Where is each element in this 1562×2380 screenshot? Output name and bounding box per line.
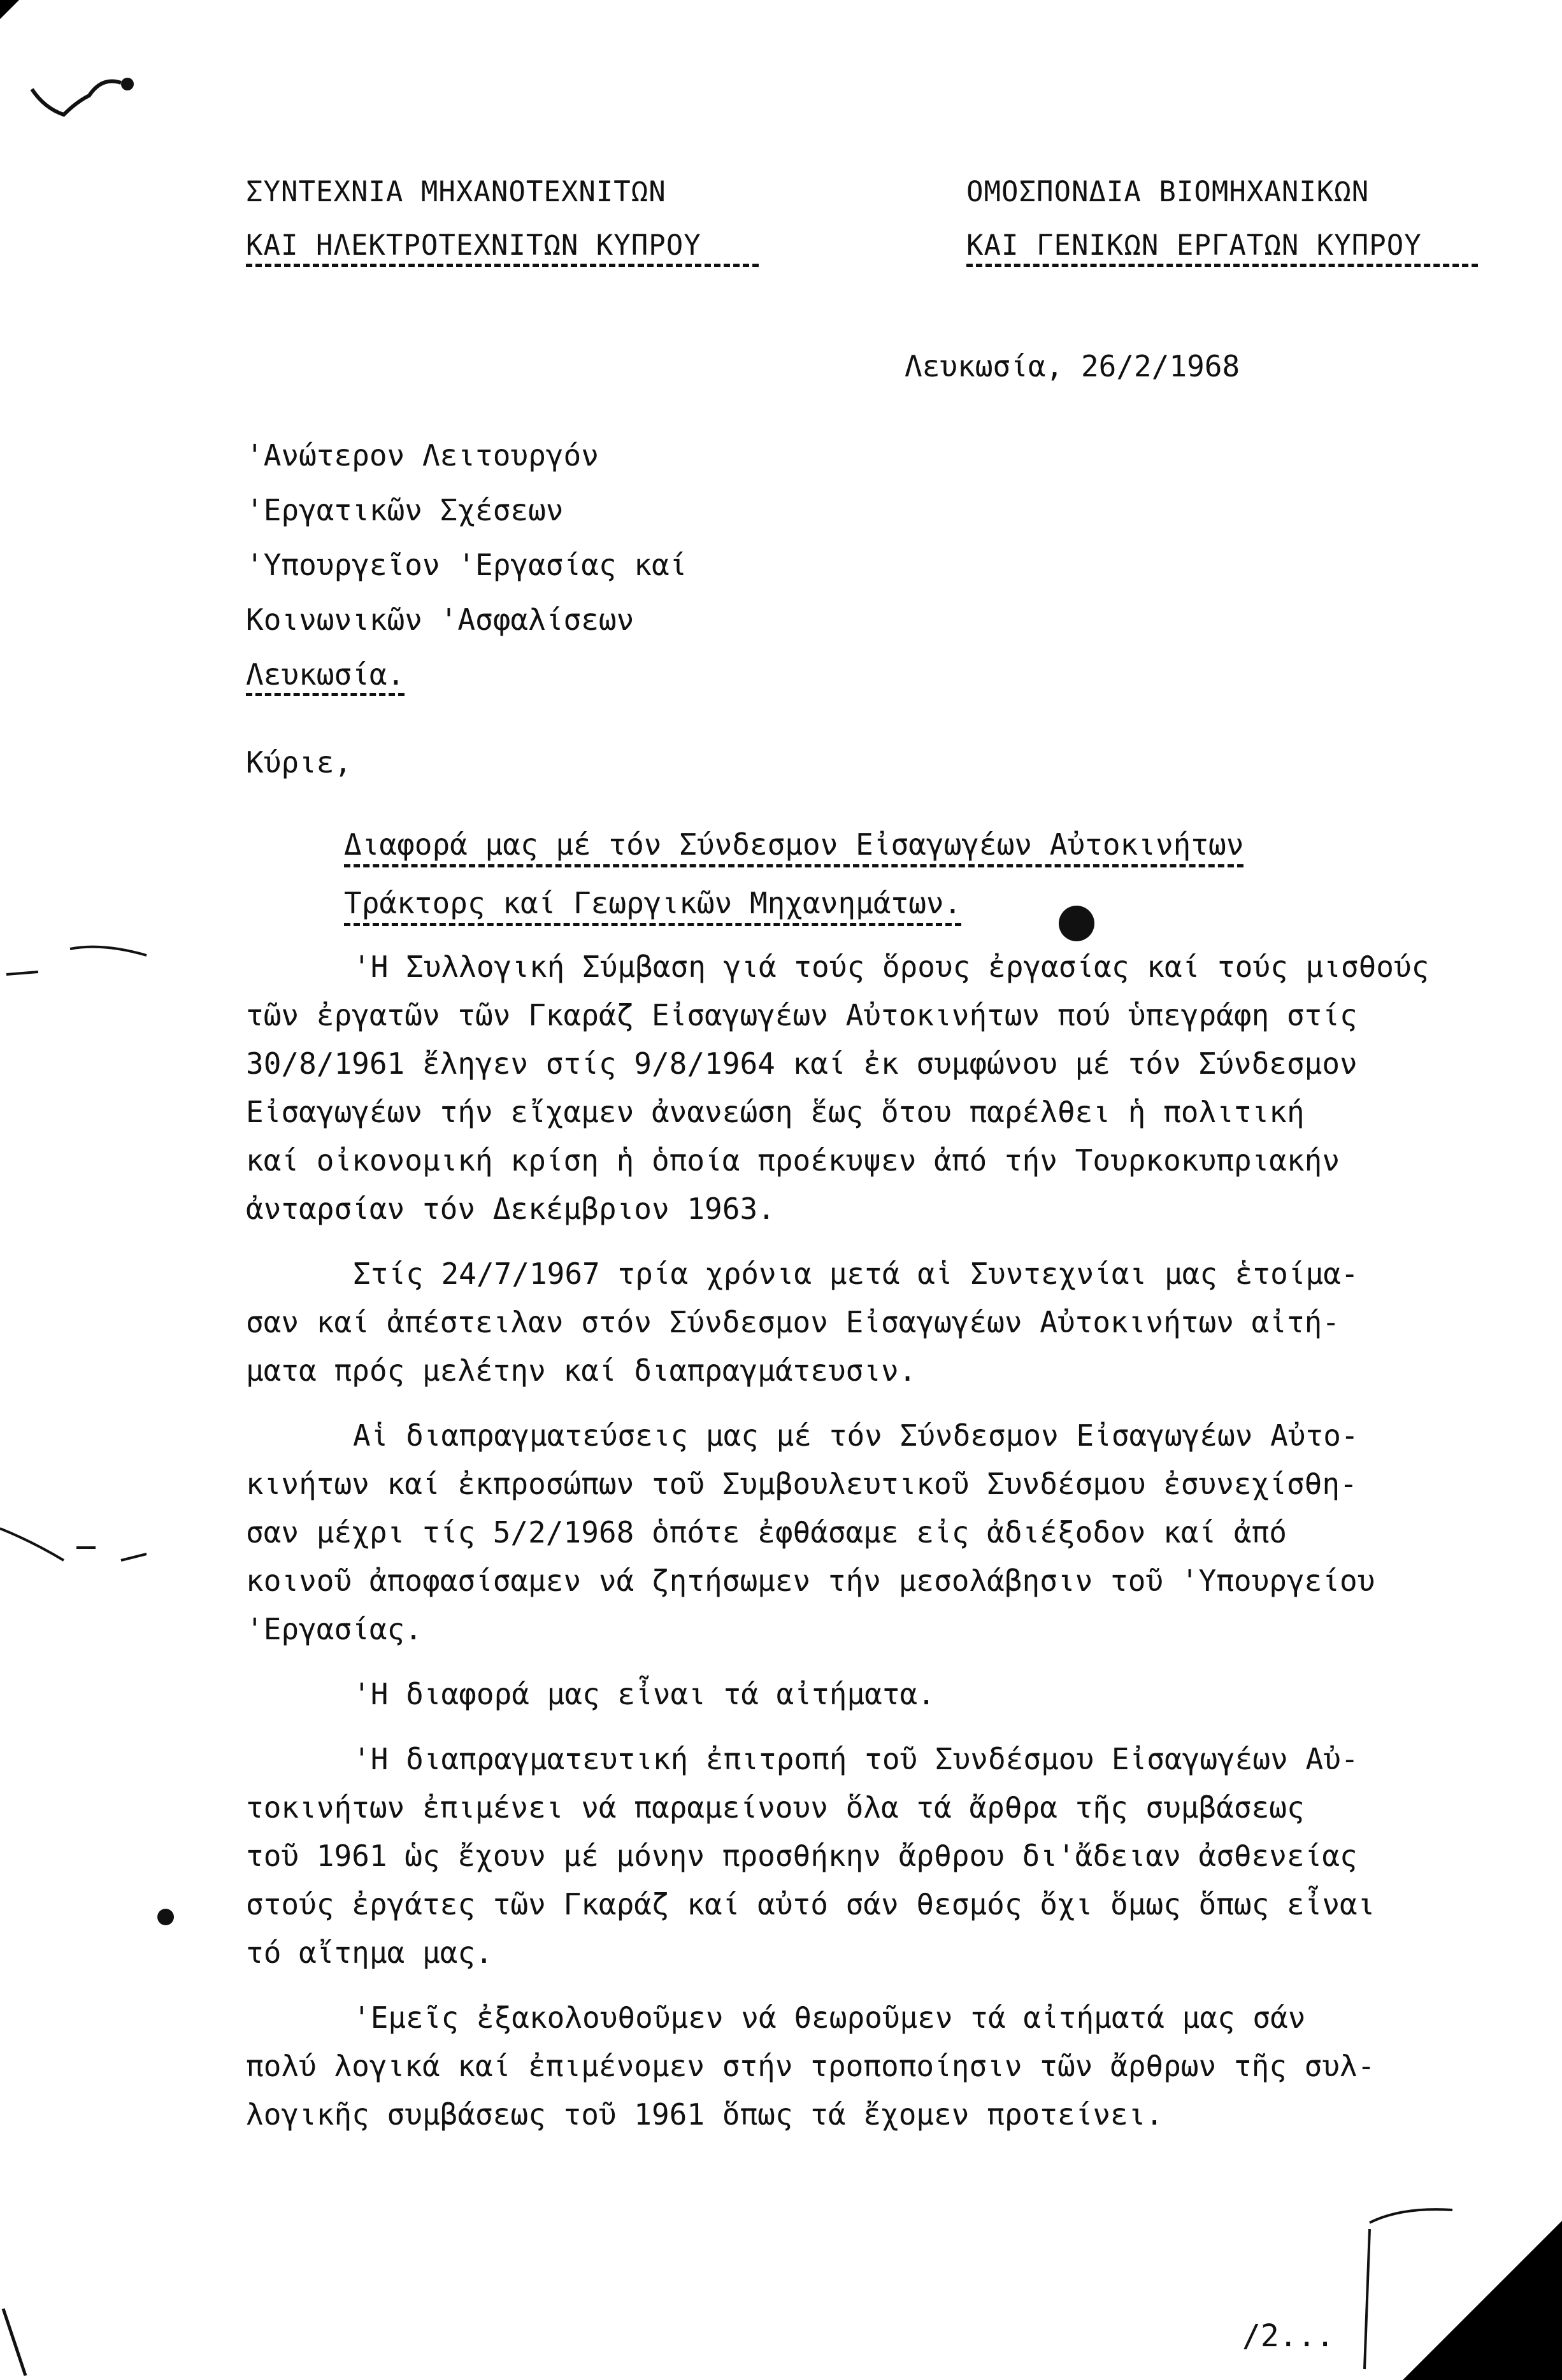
page-continuation: /2... (1242, 2318, 1335, 2354)
paragraph-line: ματα πρός μελέτην καί διαπραγμάτευσιν. (246, 1353, 917, 1388)
recipient-address (246, 428, 687, 702)
recipient-line: Κοινωνικῶν 'Ασφαλίσεων (246, 602, 634, 637)
recipient-city: Λευκωσία. (246, 656, 405, 696)
paragraph-line: 'Η διαπραγματευτική ἐπιτροπή τοῦ Συνδέσμου Εἰσαγωγέων Αὐ- (353, 1742, 1359, 1776)
salutation: Κύριε, (246, 745, 352, 780)
paragraph (246, 1670, 1507, 1718)
paragraph-line: 'Η διαφορά μας εἶναι τά αἰτήματα. (353, 1677, 935, 1711)
paragraph (246, 1250, 1507, 1395)
paragraph-line: τοκινήτων ἐπιμένει νά παραμείνουν ὅλα τά ἄρθρα τῆς συμβάσεως (246, 1790, 1305, 1825)
letterhead-right-line2: ΚΑΙ ΓΕΝΙΚΩΝ ΕΡΓΑΤΩΝ ΚΥΠΡΟΥ (966, 229, 1422, 262)
paragraph-line: 30/8/1961 ἔληγεν στίς 9/8/1964 καί ἐκ συμφώνου μέ τόν Σύνδεσμον (246, 1046, 1358, 1081)
scan-mark-top-left (19, 38, 147, 140)
paragraph-line: τοῦ 1961 ὡς ἔχουν μέ μόνην προσθήκην ἄρθρου δι'ἄδειαν ἀσθενείας (246, 1839, 1358, 1873)
paragraph-line: στούς ἐργάτες τῶν Γκαράζ καί αὐτό σάν θεσμός ὄχι ὅμως ὅπως εἶναι (246, 1887, 1375, 1921)
scan-corner-artifact (0, 0, 19, 19)
paragraph-line: λογικῆς συμβάσεως τοῦ 1961 ὅπως τά ἔχομεν προτείνει. (246, 2097, 1164, 2132)
paragraph-line: 'Εργασίας. (246, 1612, 422, 1646)
paragraph-line: καί οἰκονομική κρίση ἡ ὁποία προέκυψεν ἀπό τήν Τουρκοκυπριακήν (246, 1143, 1340, 1178)
letterhead-left-line1: ΣΥΝΤΕΧΝΙΑ ΜΗΧΑΝΟΤΕΧΝΙΤΩΝ (246, 176, 666, 208)
paragraph-line: τό αἴτημα μας. (246, 1935, 493, 1970)
paragraph (246, 1993, 1507, 2139)
scan-mark-left-1 (0, 936, 153, 987)
scan-dot (147, 1898, 185, 1936)
paragraph (246, 943, 1507, 1233)
paragraph-line: 'Η Συλλογική Σύμβαση γιά τούς ὅρους ἐργασίας καί τούς μισθούς (353, 950, 1429, 984)
paragraph-line: πολύ λογικά καί ἐπιμένομεν στήν τροποποίησιν τῶν ἄρθρων τῆς συλ- (246, 2049, 1375, 2083)
letterhead-right-line1: ΟΜΟΣΠΟΝΔΙΑ ΒΙΟΜΗΧΑΝΙΚΩΝ (966, 176, 1370, 208)
subject-line: Διαφορά μας μέ τόν Σύνδεσμον Εἰσαγωγέων Αὐτοκινήτων (344, 827, 1243, 867)
letter-body (246, 943, 1507, 2155)
scan-mark-bottom-left (0, 2305, 51, 2380)
paragraph-line: Αἱ διαπραγματεύσεις μας μέ τόν Σύνδεσμον Εἰσαγωγέων Αὐτο- (353, 1418, 1359, 1453)
letterhead-left (246, 166, 759, 267)
paragraph-line: κινήτων καί ἐκπροσώπων τοῦ Συμβουλευτικοῦ Συνδέσμου ἐσυνεχίσθη- (246, 1467, 1358, 1501)
paragraph-line: Στίς 24/7/1967 τρία χρόνια μετά αἱ Συντεχνίαι μας ἑτοίμα- (353, 1257, 1359, 1291)
scan-corner-artifact-bottom (1403, 2221, 1562, 2380)
paragraph-line: 'Εμεῖς ἐξακολουθοῦμεν νά θεωροῦμεν τά αἰτήματά μας σάν (353, 2000, 1306, 2035)
paragraph-line: σαν μέχρι τίς 5/2/1968 ὁπότε ἐφθάσαμε εἰς ἀδιέξοδον καί ἀπό (246, 1515, 1287, 1550)
letterhead-right (966, 166, 1478, 267)
paragraph-line: τῶν ἐργατῶν τῶν Γκαράζ Εἰσαγωγέων Αὐτοκινήτων πού ὑπεγράφη στίς (246, 998, 1358, 1032)
recipient-line: 'Ανώτερον Λειτουργόν (246, 438, 599, 473)
recipient-line: 'Εργατικῶν Σχέσεων (246, 493, 564, 527)
paragraph-line: ἀνταρσίαν τόν Δεκέμβριον 1963. (246, 1192, 775, 1226)
subject-line: Τράκτορς καί Γεωργικῶν Μηχανημάτων. (344, 886, 961, 926)
recipient-line: 'Υπουργεῖον 'Εργασίας καί (246, 548, 687, 582)
paragraph (246, 1735, 1507, 1977)
letter-date: Λευκωσία, 26/2/1968 (905, 349, 1240, 383)
paragraph (246, 1411, 1507, 1653)
subject (344, 815, 1243, 932)
letterhead-left-line2: ΚΑΙ ΗΛΕΚΤΡΟΤΕΧΝΙΤΩΝ ΚΥΠΡΟΥ (246, 229, 701, 262)
scan-mark-left-2 (0, 1522, 166, 1586)
paragraph-line: σαν καί ἀπέστειλαν στόν Σύνδεσμον Εἰσαγωγέων Αὐτοκινήτων αἰτή- (246, 1305, 1340, 1339)
paragraph-line: Εἰσαγωγέων τήν εἴχαμεν ἀνανεώση ἕως ὅτου παρέλθει ἡ πολιτική (246, 1095, 1305, 1129)
paragraph-line: κοινοῦ ἀποφασίσαμεν νά ζητήσωμεν τήν μεσολάβησιν τοῦ 'Υπουργείου (246, 1564, 1375, 1598)
